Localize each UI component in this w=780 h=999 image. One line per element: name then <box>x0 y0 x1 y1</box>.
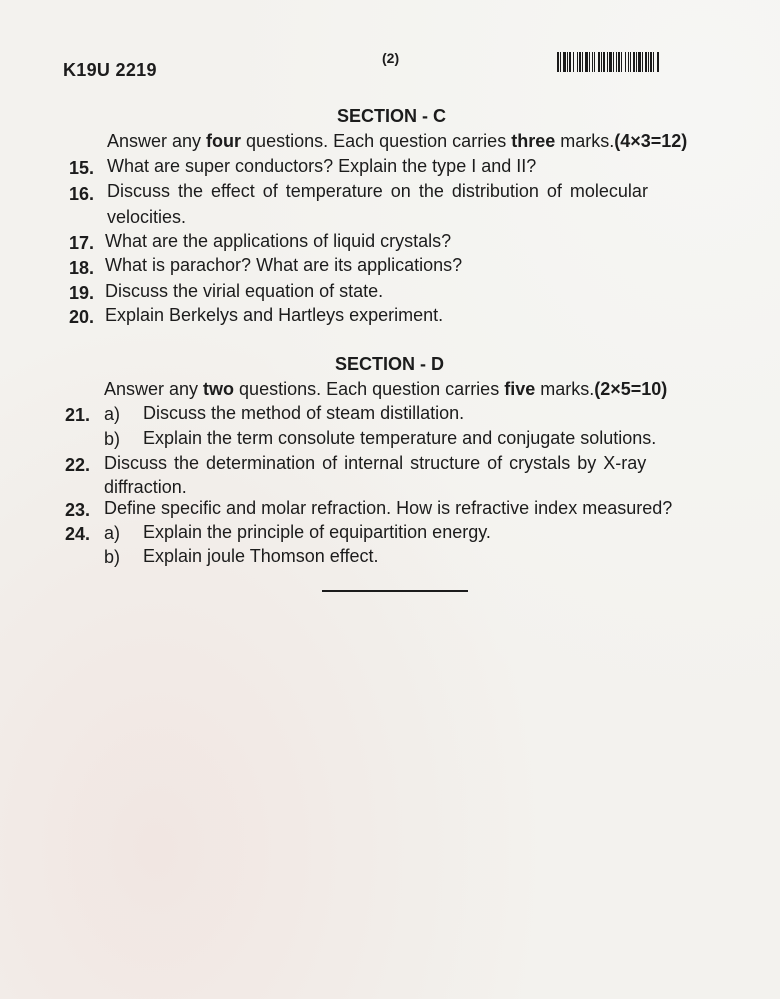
instruction-count: two <box>203 379 235 399</box>
question-number: 17. <box>69 233 95 253</box>
end-rule <box>322 590 468 592</box>
question-number: 16. <box>69 184 95 204</box>
question-number: 24. <box>65 524 91 544</box>
instruction-marks: (4×3=12) <box>614 131 688 151</box>
instruction-marks: (2×5=10) <box>594 379 668 399</box>
page-number: (2) <box>382 50 400 66</box>
instruction-text: questions. Each question carries <box>234 379 505 399</box>
section-d-instruction <box>104 379 667 400</box>
question-number: 23. <box>65 500 91 520</box>
paper-code: K19U 2219 <box>63 60 157 80</box>
question-text: Explain Berkelys and Hartleys experiment. <box>105 305 444 325</box>
instruction-count: four <box>206 131 242 151</box>
instruction-text: marks. <box>555 131 615 151</box>
question-text: What is parachor? What are its applications? <box>105 255 463 275</box>
barcode <box>557 52 721 72</box>
question-number: 19. <box>69 283 95 303</box>
question-number: 18. <box>69 258 95 278</box>
section-c-title: SECTION - C <box>337 106 447 126</box>
question-text: Discuss the determination of internal structure of crystals by X-ray <box>104 453 647 473</box>
question-number: 20. <box>69 307 95 327</box>
question-text: Explain joule Thomson effect. <box>143 546 379 566</box>
instruction-weight: five <box>504 379 536 399</box>
subpart-label: a) <box>104 404 121 424</box>
subpart-label: b) <box>104 429 121 449</box>
instruction-text: questions. Each question carries <box>241 131 512 151</box>
instruction-text: marks. <box>535 379 595 399</box>
subpart-label: b) <box>104 547 121 567</box>
question-text: Explain the term consolute temperature and conjugate solutions. <box>143 428 657 448</box>
section-c-instruction <box>107 131 687 152</box>
barcode-stripe <box>659 52 660 72</box>
instruction-text: Answer any <box>107 131 207 151</box>
question-text: Define specific and molar refraction. How is refractive index measured? <box>104 498 673 518</box>
instruction-text: Answer any <box>104 379 204 399</box>
question-text: Explain the principle of equipartition energy. <box>143 522 491 542</box>
section-d-title: SECTION - D <box>335 354 445 374</box>
question-text: Discuss the method of steam distillation. <box>143 403 465 423</box>
subpart-label: a) <box>104 523 121 543</box>
question-text: What are super conductors? Explain the type I and II? <box>107 156 537 176</box>
question-text-continued: diffraction. <box>104 477 187 497</box>
question-number: 21. <box>65 405 91 425</box>
instruction-weight: three <box>511 131 556 151</box>
question-text-continued: velocities. <box>107 207 187 227</box>
question-text: What are the applications of liquid crystals? <box>105 231 452 251</box>
question-number: 15. <box>69 158 95 178</box>
question-number: 22. <box>65 455 91 475</box>
question-text: Discuss the effect of temperature on the distribution of molecular <box>107 181 648 201</box>
question-text: Discuss the virial equation of state. <box>105 281 384 301</box>
